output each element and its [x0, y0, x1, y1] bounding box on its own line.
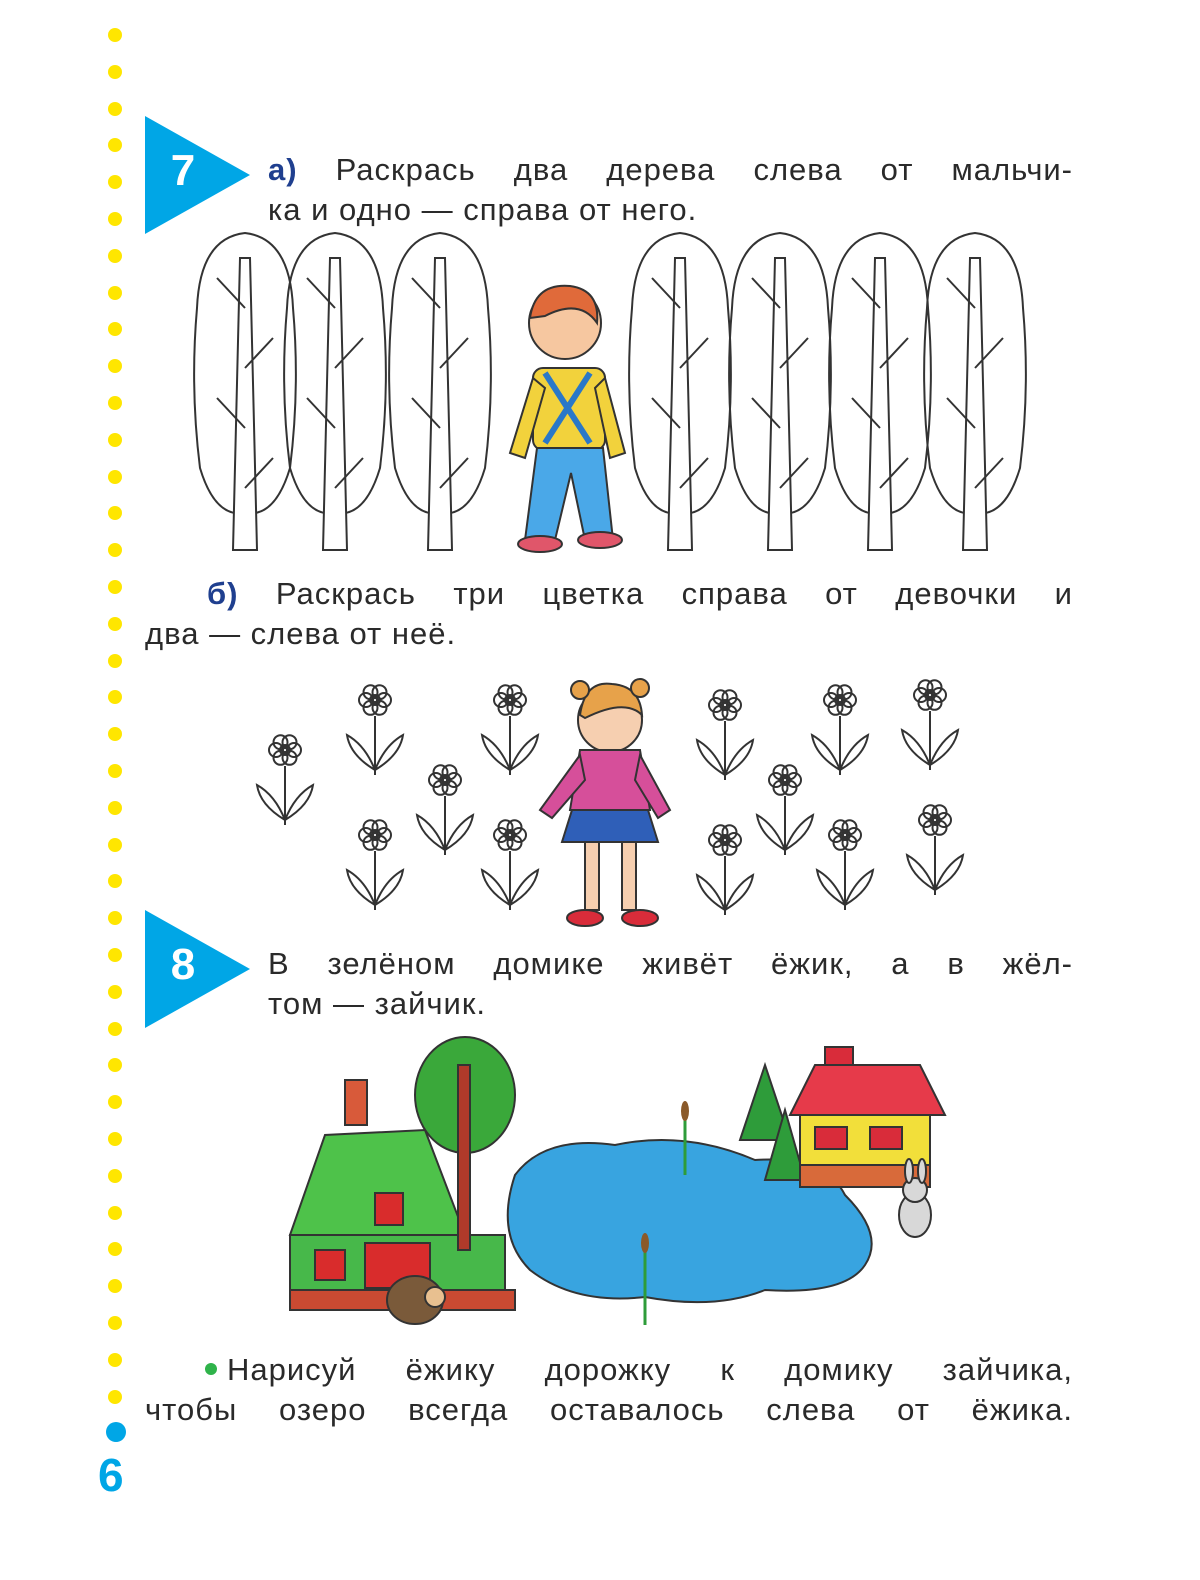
flower-leaf: [785, 815, 813, 850]
girl-figure: [540, 679, 670, 926]
bullet-icon: [205, 1363, 217, 1375]
task-7-badge: [145, 116, 250, 234]
task-7a-text: [268, 150, 1073, 230]
margin-dot: [108, 1022, 122, 1036]
flower-leaf: [757, 815, 785, 850]
margin-dot: [108, 1390, 122, 1404]
margin-dot: [108, 322, 122, 336]
flower-leaf: [375, 870, 403, 905]
flower-leaf: [510, 870, 538, 905]
flowers-girl-illustration: [240, 660, 980, 940]
margin-dot: [108, 1169, 122, 1183]
task-8-extra-text: [145, 1350, 1073, 1430]
flower-leaf: [347, 870, 375, 905]
task-8-number: 8: [170, 940, 196, 989]
task-8-line1: В зелёном домике живёт ёжик, а в жёл-: [268, 946, 1073, 981]
houses-lake-illustration: [285, 1035, 965, 1345]
flower-leaf: [902, 730, 930, 765]
task-7b-label: б): [207, 576, 239, 611]
task-8-extra-line1: Нарисуй ёжику дорожку к домику зайчика,: [227, 1352, 1073, 1387]
margin-dot: [108, 580, 122, 594]
flower-leaf: [257, 785, 285, 820]
page-number: 6: [98, 1449, 124, 1501]
margin-dot: [108, 1132, 122, 1146]
margin-dot: [108, 138, 122, 152]
task-7b-text: [145, 574, 1073, 654]
task-7-number: 7: [170, 146, 196, 195]
task-8-badge: [145, 910, 250, 1028]
flower-leaf: [285, 785, 313, 820]
tree-trunk: [868, 258, 892, 550]
flower-leaf: [697, 875, 725, 910]
task-7a-line1: Раскрась два дерева слева от мальчи-: [335, 152, 1073, 187]
margin-dot: [108, 801, 122, 815]
flower-leaf: [845, 870, 873, 905]
flower-leaf: [725, 875, 753, 910]
margin-dot: [108, 1279, 122, 1293]
flower-leaf: [935, 855, 963, 890]
margin-dot: [108, 874, 122, 888]
flower-leaf: [417, 815, 445, 850]
margin-dot: [108, 102, 122, 116]
margin-dot: [108, 65, 122, 79]
margin-dot: [108, 911, 122, 925]
flower-leaf: [482, 870, 510, 905]
tree-trunk: [668, 258, 692, 550]
margin-dot: [108, 764, 122, 778]
flower-leaf: [697, 740, 725, 775]
flower-leaf: [840, 735, 868, 770]
flower-leaf: [510, 735, 538, 770]
trees-boy-illustration: [185, 228, 1045, 558]
margin-dot: [108, 1316, 122, 1330]
tree-trunk: [963, 258, 987, 550]
margin-dot: [108, 1058, 122, 1072]
margin-dot: [108, 249, 122, 263]
tree-trunk: [428, 258, 452, 550]
margin-dot: [108, 396, 122, 410]
margin-dot: [108, 212, 122, 226]
margin-dot: [108, 1095, 122, 1109]
flower-leaf: [817, 870, 845, 905]
margin-dot: [108, 838, 122, 852]
boy-figure: [510, 286, 625, 552]
margin-dot: [108, 727, 122, 741]
task-7a-line2: ка и одно — справа от него.: [268, 192, 698, 227]
margin-dot: [108, 359, 122, 373]
margin-dot: [108, 1353, 122, 1367]
margin-dot: [108, 28, 122, 42]
flower-leaf: [445, 815, 473, 850]
task-8-text: [268, 944, 1073, 1024]
task-8-extra-line2: чтобы озеро всегда оставалось слева от ёжика.: [145, 1392, 1073, 1427]
margin-dot: [108, 433, 122, 447]
margin-dot: [108, 175, 122, 189]
tree-trunk: [768, 258, 792, 550]
page-marker-dot: [106, 1422, 126, 1442]
flower-leaf: [907, 855, 935, 890]
margin-dot: [108, 506, 122, 520]
dotted-margin: [108, 28, 124, 1428]
margin-dot: [108, 470, 122, 484]
hedgehog: [387, 1276, 445, 1324]
margin-dot: [108, 690, 122, 704]
margin-dot: [108, 654, 122, 668]
flower-leaf: [725, 740, 753, 775]
margin-dot: [108, 286, 122, 300]
margin-dot: [108, 543, 122, 557]
flower-leaf: [375, 735, 403, 770]
task-7a-label: а): [268, 152, 298, 187]
flower-leaf: [812, 735, 840, 770]
task-7b-line1: Раскрась три цветка справа от девочки и: [275, 576, 1073, 611]
flower-leaf: [347, 735, 375, 770]
tree-trunk: [323, 258, 347, 550]
margin-dot: [108, 617, 122, 631]
tree-trunk: [233, 258, 257, 550]
task-8-line2: том — зайчик.: [268, 986, 487, 1021]
margin-dot: [108, 1206, 122, 1220]
flower-leaf: [482, 735, 510, 770]
task-7b-line2: два — слева от неё.: [145, 616, 457, 651]
flower-leaf: [930, 730, 958, 765]
margin-dot: [108, 948, 122, 962]
margin-dot: [108, 985, 122, 999]
margin-dot: [108, 1242, 122, 1256]
